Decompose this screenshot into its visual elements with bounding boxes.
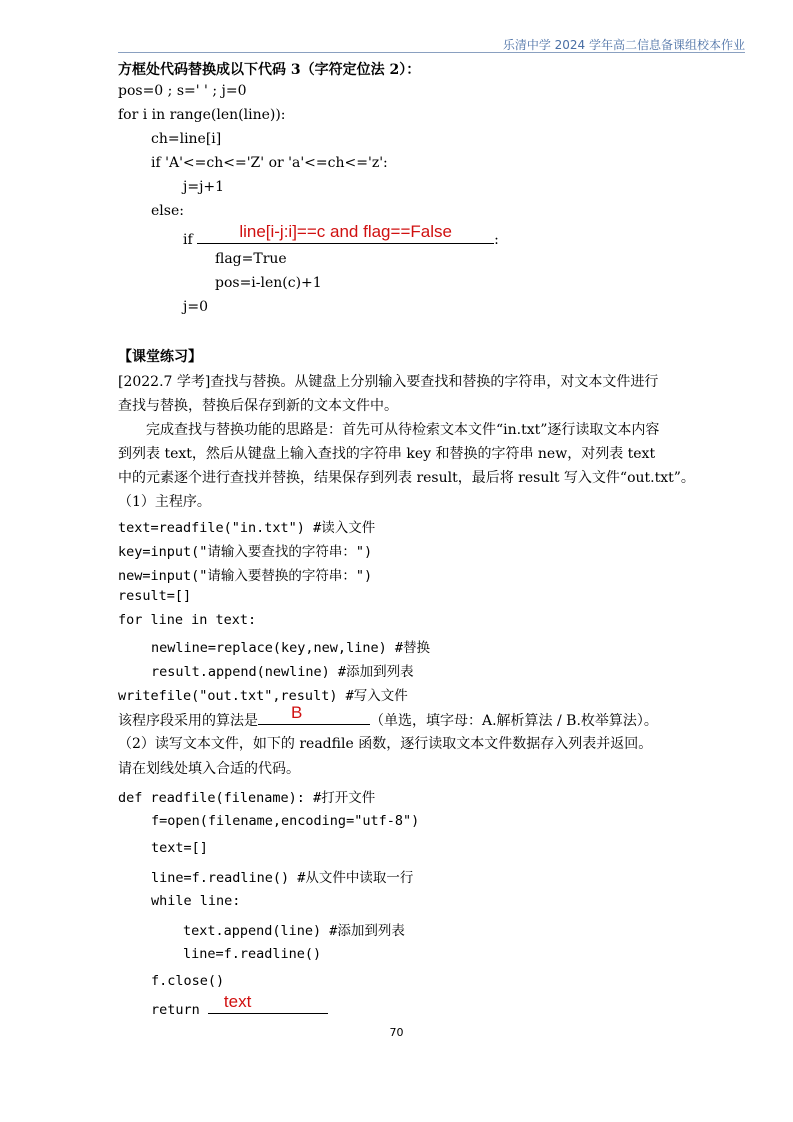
code-line: line=f.readline() (183, 946, 322, 962)
code-line: result.append(newline) #添加到列表 (151, 664, 414, 680)
code-line: flag=True (215, 251, 287, 267)
part1-heading: 方框处代码替换成以下代码 3（字符定位法 2）： (118, 62, 421, 78)
if-colon: : (494, 232, 499, 248)
code-line: newline=replace(key,new,line) #替换 (151, 640, 430, 656)
practice-heading: 【课堂练习】 (118, 349, 202, 365)
answer-1: line[i-j:i]==c and flag==False (239, 222, 452, 241)
header-title: 乐清中学 2024 学年高二信息备课组校本作业 (502, 38, 745, 52)
code-line: while line: (151, 893, 241, 909)
return-keyword: return (151, 1002, 200, 1018)
code-line: for line in text: (118, 612, 257, 628)
code-line: def readfile(filename): #打开文件 (118, 790, 376, 806)
if-line (183, 222, 499, 248)
code-line: line=f.readline() #从文件中读取一行 (151, 870, 414, 886)
code-line: text.append(line) #添加到列表 (183, 923, 405, 939)
code-line: text=[] (151, 840, 208, 856)
question-1-prefix: 该程序段采用的算法是 (118, 713, 258, 729)
answer-blank-3[interactable] (208, 992, 328, 1014)
code-line: writefile("out.txt",result) #写入文件 (118, 688, 408, 704)
code-line: result=[] (118, 588, 192, 604)
code-line: j=j+1 (183, 179, 225, 195)
code-line: for i in range(len(line)): (118, 107, 286, 123)
subquestion-1: （1）主程序。 (118, 494, 211, 510)
return-line (151, 992, 328, 1018)
code-line: if 'A'<=ch<='Z' or 'a'<=ch<='z': (151, 155, 388, 171)
code-line: f.close() (151, 973, 225, 989)
paragraph-line: [2022.7 学考]查找与替换。从键盘上分别输入要查找和替换的字符串，对文本文件进行 (118, 374, 659, 390)
code-line: else: (151, 203, 184, 219)
code-line: text=readfile("in.txt") #读入文件 (118, 520, 376, 536)
question-1-suffix: （单选，填字母：A.解析算法 / B.枚举算法）。 (370, 713, 658, 729)
paragraph-line: 到列表 text，然后从键盘上输入查找的字符串 key 和替换的字符串 new，对列表 text (118, 446, 656, 462)
question-1-line (118, 703, 658, 730)
code-line: key=input("请输入要查找的字符串：") (118, 544, 373, 560)
answer-2: B (291, 703, 303, 722)
subquestion-2: （2）读写文本文件，如下的 readfile 函数，逐行读取文本文件数据存入列表并返回。 (118, 736, 653, 752)
code-line: f=open(filename,encoding="utf-8") (151, 813, 420, 829)
if-keyword: if (183, 232, 193, 248)
code-line: ch=line[i] (151, 131, 222, 147)
paragraph-line: 查找与替换，替换后保存到新的文本文件中。 (118, 398, 398, 414)
page-header (0, 0, 793, 56)
code-line: new=input("请输入要替换的字符串：") (118, 568, 373, 584)
answer-3: text (223, 992, 252, 1011)
page-number: 70 (389, 1026, 404, 1039)
code-line: pos=i-len(c)+1 (215, 275, 322, 291)
header-rule (118, 52, 745, 53)
answer-blank-1[interactable] (197, 222, 494, 244)
paragraph-line: 完成查找与替换功能的思路是：首先可从待检索文本文件“in.txt”逐行读取文本内容 (146, 422, 660, 438)
answer-blank-2[interactable] (258, 703, 370, 725)
subquestion-2-instruction: 请在划线处填入合适的代码。 (118, 761, 300, 777)
code-line: j=0 (183, 299, 208, 315)
code-line: pos=0 ; s=' ' ; j=0 (118, 83, 247, 99)
paragraph-line: 中的元素逐个进行查找并替换，结果保存到列表 result，最后将 result 写入文件“out.txt”。 (118, 470, 695, 486)
